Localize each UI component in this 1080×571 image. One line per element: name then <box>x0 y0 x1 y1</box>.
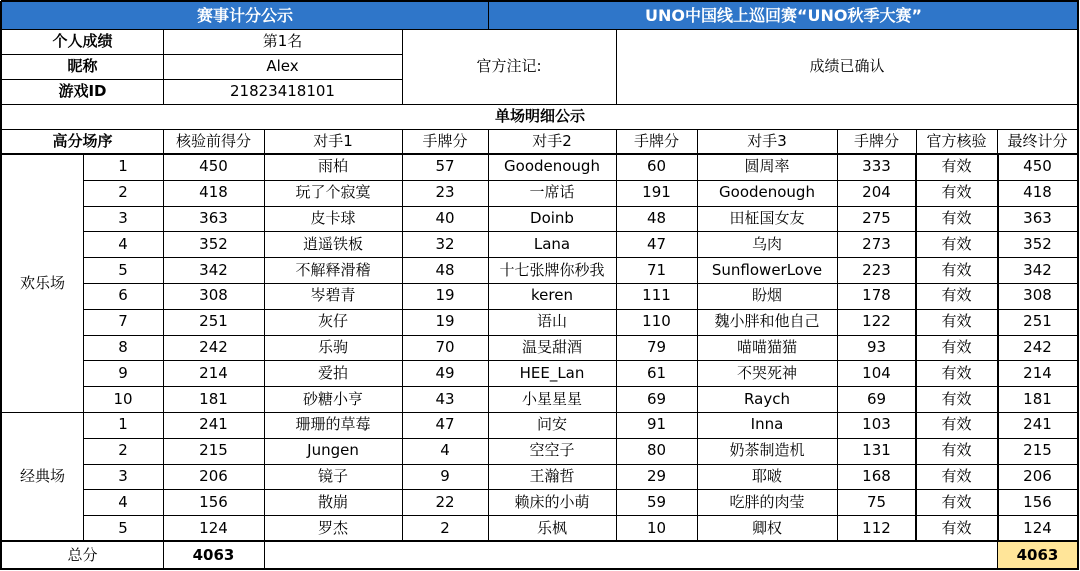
cell-game-order: 6 <box>118 286 128 305</box>
grid-line <box>1 54 402 55</box>
cell-final-score: 251 <box>1023 312 1052 331</box>
col-header-hand-score-3: 手牌分 <box>853 132 899 150</box>
grid-line <box>83 180 1078 181</box>
cell-official-verify: 有效 <box>941 234 972 253</box>
cell-opponent-2: 一席话 <box>529 183 575 202</box>
grid-line <box>83 154 84 541</box>
col-header-final-score: 最终计分 <box>1007 132 1068 150</box>
grid-line <box>83 515 1078 516</box>
cell-hand-score-3: 131 <box>862 441 891 460</box>
cell-final-score: 156 <box>1023 492 1052 511</box>
grid-line <box>1 104 1078 105</box>
grid-line <box>83 206 1078 207</box>
cell-pre-score: 308 <box>199 286 228 305</box>
cell-hand-score-1: 48 <box>435 260 455 279</box>
col-header-hand-score-2: 手牌分 <box>633 132 679 150</box>
game-id-label: 游戏ID <box>58 82 107 100</box>
cell-final-score: 242 <box>1023 337 1052 356</box>
cell-official-verify: 有效 <box>941 208 972 227</box>
cell-hand-score-3: 75 <box>866 492 887 511</box>
cell-official-verify: 有效 <box>941 518 972 537</box>
cell-opponent-1: 散崩 <box>317 492 348 511</box>
cell-opponent-1: 珊珊的草莓 <box>295 415 371 434</box>
cell-game-order: 5 <box>118 518 128 537</box>
cell-opponent-2: HEE_Lan <box>519 363 585 382</box>
cell-hand-score-3: 69 <box>866 389 887 408</box>
grid-line <box>0 1 2 570</box>
grid-line <box>83 309 1078 310</box>
rank-label: 个人成绩 <box>52 32 113 50</box>
cell-opponent-2: Lana <box>533 234 571 253</box>
total-pre-score: 4063 <box>192 545 235 564</box>
cell-final-score: 124 <box>1023 518 1052 537</box>
cell-hand-score-2: 59 <box>646 492 667 511</box>
grid-line <box>616 154 617 541</box>
cell-pre-score: 352 <box>199 234 228 253</box>
cell-opponent-3: SunflowerLove <box>711 260 823 279</box>
total-label: 总分 <box>67 545 98 564</box>
cell-official-verify: 有效 <box>941 389 972 408</box>
cell-official-verify: 有效 <box>941 363 972 382</box>
grid-line <box>83 489 1078 490</box>
cell-pre-score: 342 <box>199 260 228 279</box>
cell-hand-score-3: 122 <box>862 312 891 331</box>
cell-hand-score-1: 19 <box>435 312 455 331</box>
cell-pre-score: 181 <box>199 389 228 408</box>
cell-pre-score: 241 <box>199 415 228 434</box>
cell-opponent-2: 乐枫 <box>536 518 567 537</box>
cell-hand-score-1: 22 <box>435 492 455 511</box>
grid-line <box>83 231 1078 232</box>
cell-hand-score-2: 48 <box>646 208 667 227</box>
cell-hand-score-3: 275 <box>862 208 891 227</box>
grid-line <box>616 129 617 154</box>
cell-pre-score: 363 <box>199 208 228 227</box>
grid-line <box>837 129 838 154</box>
cell-hand-score-2: 80 <box>646 441 667 460</box>
grid-line <box>915 154 917 541</box>
cell-final-score: 418 <box>1023 183 1052 202</box>
cell-opponent-2: 十七张牌你秒我 <box>499 260 605 279</box>
cell-hand-score-1: 9 <box>440 466 450 485</box>
cell-opponent-3: 不哭死神 <box>736 363 797 382</box>
cell-hand-score-3: 273 <box>862 234 891 253</box>
cell-hand-score-2: 61 <box>646 363 667 382</box>
cell-game-order: 1 <box>118 415 128 434</box>
cell-pre-score: 450 <box>199 157 228 176</box>
grid-line <box>997 129 998 154</box>
cell-official-verify: 有效 <box>941 441 972 460</box>
grid-line <box>83 464 1078 465</box>
cell-pre-score: 215 <box>199 441 228 460</box>
cell-pre-score: 206 <box>199 466 228 485</box>
grid-line <box>916 129 917 154</box>
cell-opponent-3: Goodenough <box>719 183 815 202</box>
cell-opponent-1: 镜子 <box>317 466 348 485</box>
grid-line <box>83 438 1078 439</box>
cell-hand-score-1: 43 <box>435 389 455 408</box>
cell-opponent-1: 雨柏 <box>317 157 348 176</box>
group-name-fun: 欢乐场 <box>19 273 65 292</box>
detail-title: 单场明细公示 <box>494 107 585 125</box>
cell-game-order: 10 <box>113 389 133 408</box>
cell-official-verify: 有效 <box>941 183 972 202</box>
header-left-title: 赛事计分公示 <box>2 2 488 29</box>
grid-line <box>488 154 489 541</box>
cell-hand-score-1: 57 <box>435 157 455 176</box>
cell-final-score: 352 <box>1023 234 1052 253</box>
group-name-classic: 经典场 <box>19 467 65 485</box>
cell-opponent-1: 逍遥铁板 <box>302 234 363 253</box>
cell-game-order: 2 <box>118 183 128 202</box>
cell-opponent-1: 灰仔 <box>317 312 348 331</box>
cell-game-order: 1 <box>118 157 128 176</box>
grid-line <box>488 129 489 154</box>
cell-official-verify: 有效 <box>941 260 972 279</box>
cell-opponent-3: 卿权 <box>751 518 782 537</box>
col-header-pre-score: 核验前得分 <box>175 132 251 150</box>
cell-official-verify: 有效 <box>941 286 972 305</box>
grid-line <box>998 154 999 541</box>
cell-hand-score-3: 112 <box>862 518 891 537</box>
cell-opponent-2: 小星星星 <box>521 389 582 408</box>
cell-game-order: 8 <box>118 337 128 356</box>
game-id-value: 21823418101 <box>230 82 335 100</box>
cell-opponent-2: 问安 <box>536 415 567 434</box>
cell-opponent-3: 耶啵 <box>751 466 782 485</box>
cell-opponent-2: keren <box>531 286 573 305</box>
grid-line <box>997 541 998 569</box>
cell-game-order: 4 <box>118 492 128 511</box>
cell-game-order: 9 <box>118 363 128 382</box>
grid-line <box>83 386 1078 387</box>
cell-hand-score-2: 111 <box>642 286 671 305</box>
cell-official-verify: 有效 <box>941 312 972 331</box>
cell-opponent-3: 吃胖的肉莹 <box>729 492 805 511</box>
grid-line <box>402 129 403 154</box>
grid-line <box>83 283 1078 284</box>
col-header-opponent-1: 对手1 <box>313 132 353 150</box>
cell-hand-score-1: 49 <box>435 363 455 382</box>
grid-line <box>163 154 164 541</box>
cell-opponent-2: 赖床的小萌 <box>514 492 590 511</box>
cell-hand-score-2: 79 <box>646 337 667 356</box>
cell-hand-score-1: 2 <box>440 518 450 537</box>
cell-game-order: 4 <box>118 234 128 253</box>
cell-opponent-2: Goodenough <box>504 157 600 176</box>
cell-hand-score-3: 103 <box>862 415 891 434</box>
cell-final-score: 206 <box>1023 466 1052 485</box>
cell-official-verify: 有效 <box>941 492 972 511</box>
cell-opponent-3: 喵喵猫猫 <box>736 337 797 356</box>
cell-hand-score-1: 47 <box>435 415 455 434</box>
cell-opponent-1: 罗杰 <box>317 518 348 537</box>
col-header-hand-score-1: 手牌分 <box>422 132 468 150</box>
cell-pre-score: 242 <box>199 337 228 356</box>
cell-hand-score-3: 104 <box>862 363 891 382</box>
grid-line <box>1077 1 1079 570</box>
cell-hand-score-3: 178 <box>862 286 891 305</box>
official-note-label: 官方注记: <box>476 57 542 75</box>
grid-line <box>83 257 1078 258</box>
cell-opponent-3: Inna <box>750 415 784 434</box>
grid-line <box>697 154 698 541</box>
grid-line <box>163 129 164 154</box>
cell-hand-score-3: 204 <box>862 183 891 202</box>
cell-official-verify: 有效 <box>941 337 972 356</box>
grid-line <box>83 335 1078 336</box>
cell-game-order: 3 <box>118 466 128 485</box>
cell-opponent-3: 魏小胖和他自己 <box>714 312 820 331</box>
cell-hand-score-1: 32 <box>435 234 455 253</box>
cell-opponent-1: 爱拍 <box>317 363 348 382</box>
cell-hand-score-3: 168 <box>862 466 891 485</box>
cell-hand-score-2: 71 <box>646 260 667 279</box>
cell-hand-score-1: 4 <box>440 441 450 460</box>
grid-line <box>697 129 698 154</box>
cell-opponent-2: 温旻甜酒 <box>521 337 582 356</box>
cell-opponent-1: Jungen <box>307 441 359 460</box>
cell-pre-score: 214 <box>199 363 228 382</box>
cell-pre-score: 124 <box>199 518 228 537</box>
cell-opponent-3: 盼烟 <box>751 286 782 305</box>
grid-line <box>1 0 1079 2</box>
cell-opponent-3: 奶茶制造机 <box>729 441 805 460</box>
cell-final-score: 241 <box>1023 415 1052 434</box>
cell-final-score: 308 <box>1023 286 1052 305</box>
col-header-official-verify: 官方核验 <box>926 132 987 150</box>
grid-line <box>402 29 403 104</box>
grid-line <box>488 1 489 29</box>
cell-hand-score-3: 223 <box>862 260 891 279</box>
header-right-title: UNO中国线上巡回赛“UNO秋季大赛” <box>489 2 1078 29</box>
cell-hand-score-1: 19 <box>435 286 455 305</box>
cell-final-score: 342 <box>1023 260 1052 279</box>
cell-final-score: 215 <box>1023 441 1052 460</box>
rank-value: 第1名 <box>262 32 303 50</box>
cell-pre-score: 251 <box>199 312 228 331</box>
cell-opponent-1: 皮卡球 <box>310 208 356 227</box>
grid-line <box>616 29 617 104</box>
cell-opponent-3: 乌肉 <box>751 234 782 253</box>
cell-hand-score-1: 70 <box>435 337 455 356</box>
cell-opponent-3: 圆周率 <box>744 157 790 176</box>
cell-opponent-1: 砂糖小亨 <box>302 389 363 408</box>
cell-hand-score-1: 23 <box>435 183 455 202</box>
grid-line <box>264 541 265 569</box>
cell-hand-score-2: 10 <box>646 518 667 537</box>
col-header-opponent-2: 对手2 <box>532 132 572 150</box>
cell-hand-score-1: 40 <box>435 208 455 227</box>
cell-pre-score: 156 <box>199 492 228 511</box>
cell-opponent-2: Doinb <box>530 208 574 227</box>
col-header-opponent-3: 对手3 <box>747 132 787 150</box>
cell-game-order: 7 <box>118 312 128 331</box>
grid-line <box>1 79 402 80</box>
cell-opponent-2: 语山 <box>536 312 567 331</box>
cell-official-verify: 有效 <box>941 466 972 485</box>
cell-hand-score-2: 29 <box>646 466 667 485</box>
cell-hand-score-3: 93 <box>866 337 887 356</box>
cell-hand-score-2: 110 <box>642 312 671 331</box>
cell-game-order: 5 <box>118 260 128 279</box>
cell-hand-score-2: 47 <box>646 234 667 253</box>
col-header-game-order: 高分场序 <box>52 132 113 150</box>
cell-hand-score-2: 91 <box>646 415 667 434</box>
grid-line <box>264 154 265 541</box>
cell-game-order: 2 <box>118 441 128 460</box>
cell-final-score: 214 <box>1023 363 1052 382</box>
cell-opponent-3: 田柾国女友 <box>729 208 805 227</box>
cell-opponent-1: 玩了个寂寞 <box>295 183 371 202</box>
cell-hand-score-2: 60 <box>646 157 667 176</box>
cell-opponent-1: 不解释滑稽 <box>295 260 371 279</box>
cell-final-score: 181 <box>1023 389 1052 408</box>
nickname-label: 昵称 <box>67 57 98 75</box>
grid-line <box>163 29 164 104</box>
grid-line <box>163 541 164 569</box>
cell-opponent-2: 王瀚哲 <box>529 466 575 485</box>
cell-final-score: 363 <box>1023 208 1052 227</box>
grid-line <box>402 154 403 541</box>
grid-line <box>83 360 1078 361</box>
cell-hand-score-2: 191 <box>642 183 671 202</box>
official-note-value: 成绩已确认 <box>809 57 885 75</box>
grid-line <box>837 154 838 541</box>
cell-pre-score: 418 <box>199 183 228 202</box>
nickname-value: Alex <box>266 57 299 75</box>
cell-opponent-1: 岑碧青 <box>310 286 356 305</box>
cell-official-verify: 有效 <box>941 415 972 434</box>
cell-hand-score-2: 69 <box>646 389 667 408</box>
cell-game-order: 3 <box>118 208 128 227</box>
total-final-score: 4063 <box>997 541 1078 569</box>
cell-opponent-2: 空空子 <box>529 441 575 460</box>
cell-opponent-3: Raych <box>744 389 790 408</box>
cell-official-verify: 有效 <box>941 157 972 176</box>
cell-final-score: 450 <box>1023 157 1052 176</box>
cell-opponent-1: 乐驹 <box>317 337 348 356</box>
grid-line <box>264 129 265 154</box>
cell-hand-score-3: 333 <box>862 157 891 176</box>
